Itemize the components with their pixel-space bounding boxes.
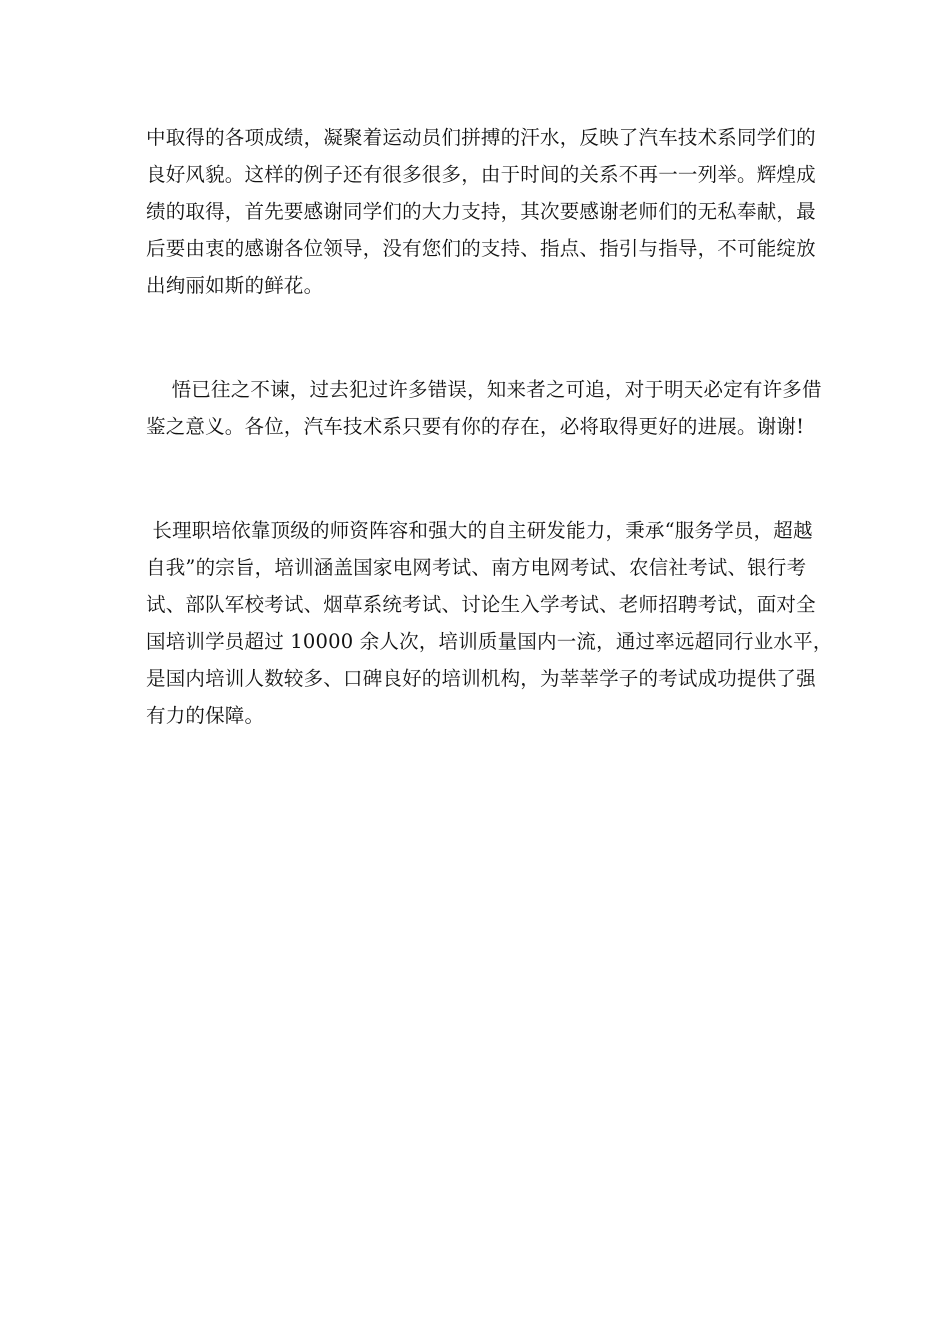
paragraph-line: 试、部队军校考试、烟草系统考试、讨论生入学考试、老师招聘考试，面对全 [146,593,816,616]
paragraph-line: 出绚丽如斯的鲜花。 [146,274,324,297]
paragraph-line: 自我”的宗旨，培训涵盖国家电网考试、南方电网考试、农信社考试、银行考 [146,556,807,579]
paragraph-line: 悟已往之不谏，过去犯过许多错误，知来者之可追，对于明天必定有许多借 [146,378,822,401]
paragraph-line: 绩的取得，首先要感谢同学们的大力支持，其次要感谢老师们的无私奉献，最 [146,200,816,223]
paragraph-line: 中取得的各项成绩，凝聚着运动员们拼搏的汗水，反映了汽车技术系同学们的 [146,126,816,149]
paragraph-line: 有力的保障。 [146,704,265,727]
paragraph-line: 良好风貌。这样的例子还有很多很多，由于时间的关系不再一一列举。辉煌成 [146,163,816,186]
paragraph-line: 长理职培依靠顶级的师资阵容和强大的自主研发能力，秉承“服务学员，超越 [146,519,813,542]
paragraph-line: 是国内培训人数较多、口碑良好的培训机构，为莘莘学子的考试成功提供了强 [146,667,816,690]
paragraph-line: 鉴之意义。各位，汽车技术系只要有你的存在，必将取得更好的进展。谢谢! [146,415,805,438]
paragraph-line: 国培训学员超过 10000 余人次，培训质量国内一流，通过率远超同行业水平， [146,630,833,653]
paragraph-line: 后要由衷的感谢各位领导，没有您们的支持、指点、指引与指导，不可能绽放 [146,237,816,260]
